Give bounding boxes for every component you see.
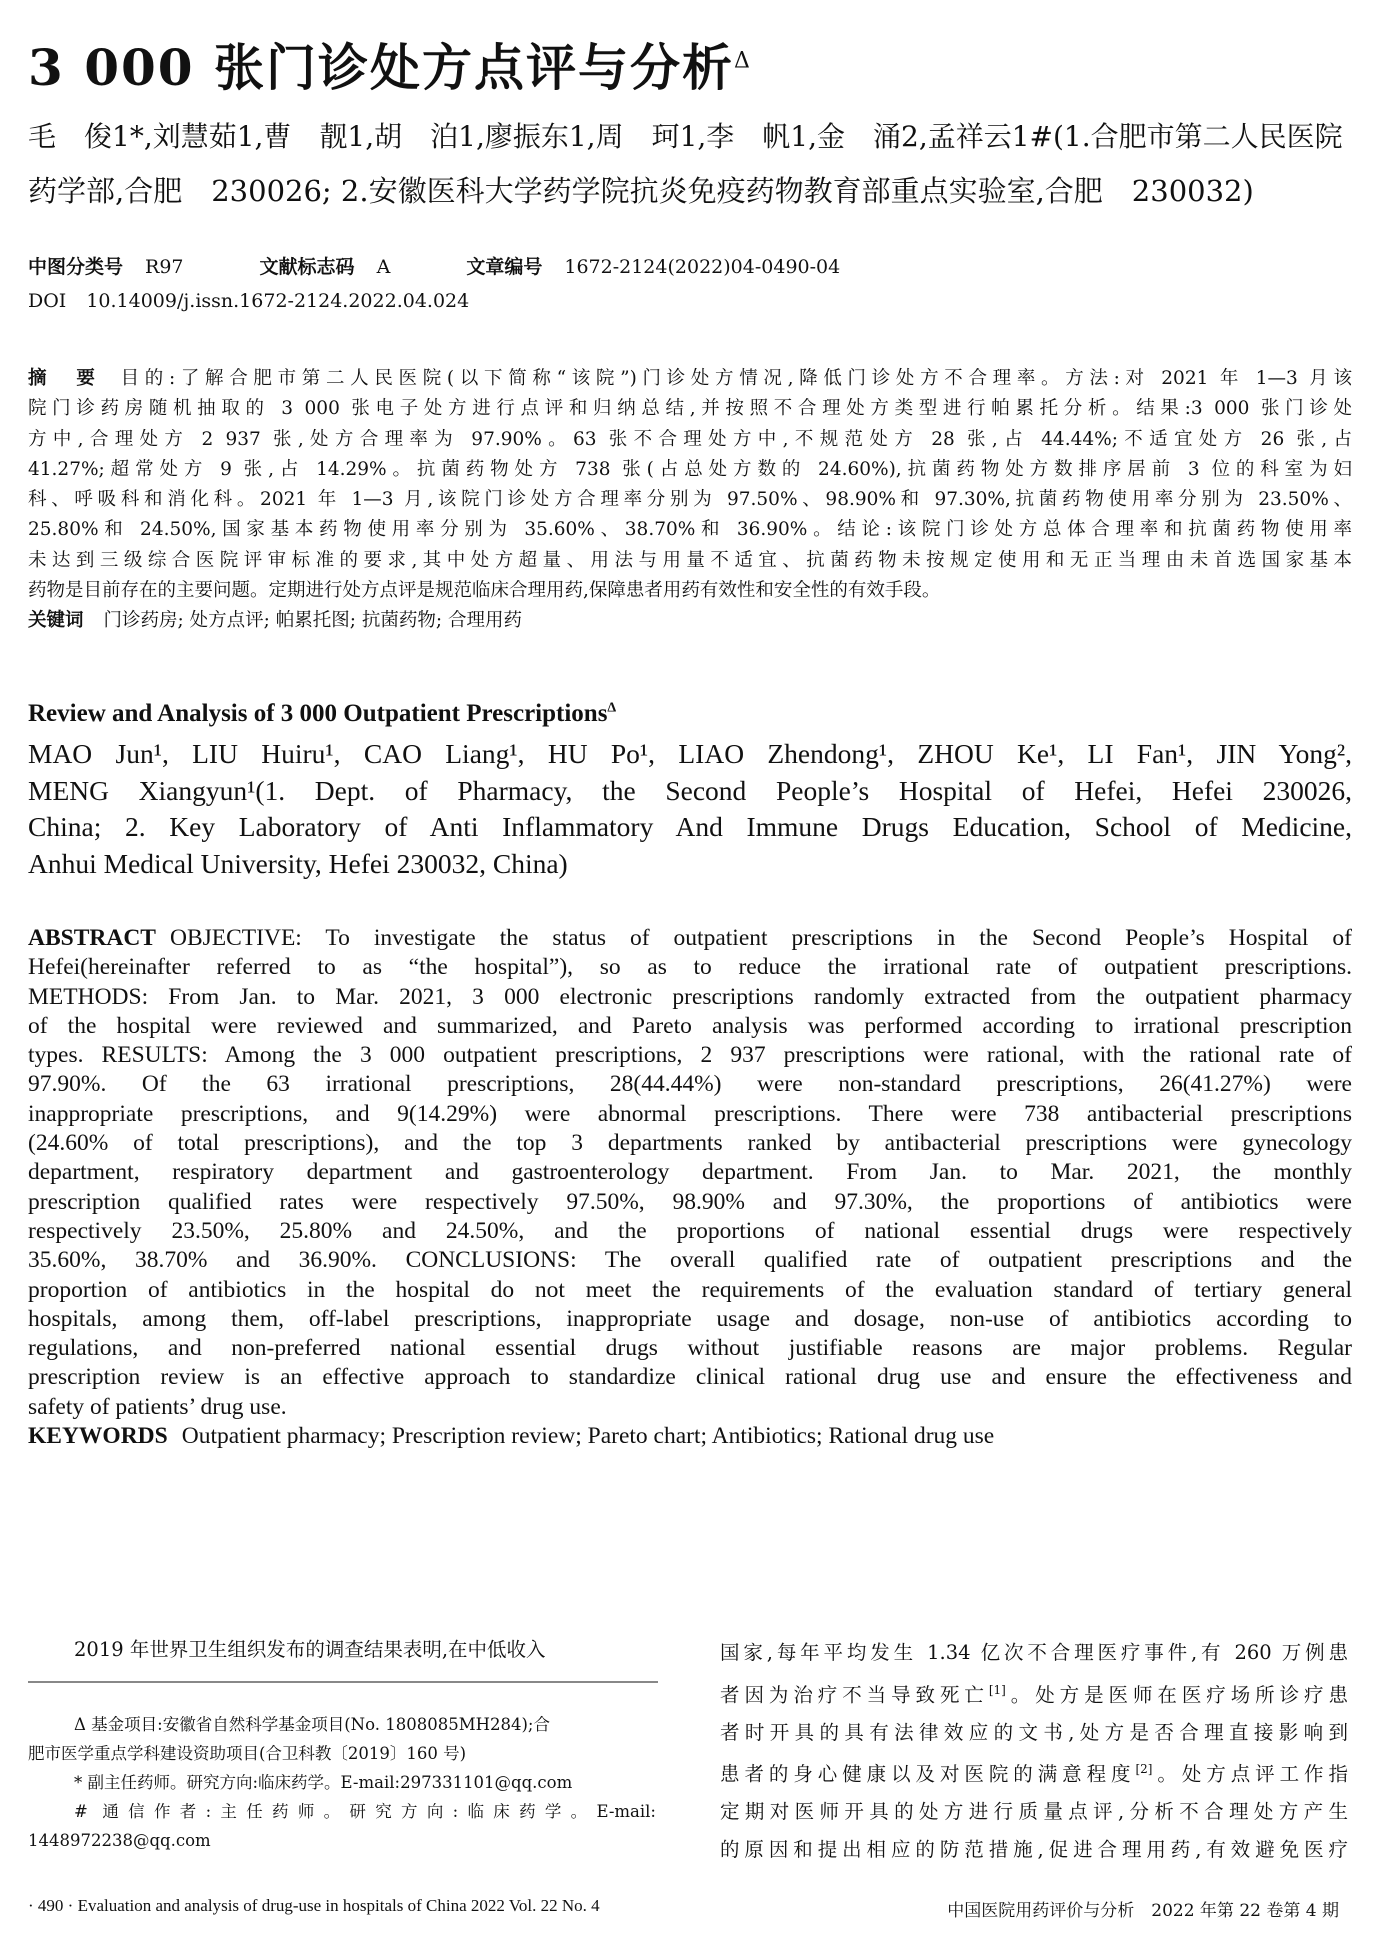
abstract-en-line: respectively 23.50%, 25.80% and 24.50%, and the proportions of national essential drugs were respectively (28, 1217, 1352, 1244)
abstract-cn-line: 未达到三级综合医院评审标准的要求,其中处方超量、用法与用量不适宜、抗菌药物未按规定使用和无正当理由未首选国家基本 (28, 549, 1352, 571)
footnote-fund-cont: 肥市医学重点学科建设资助项目(合卫科教〔2019〕160 号) (28, 1744, 467, 1763)
body-text: 。处方点评工作指 (1152, 1762, 1348, 1786)
abstract-en-label: ABSTRACT (28, 925, 156, 951)
article-no-label: 文章编号 (466, 256, 543, 278)
article-no-value: 1672-2124(2022)04-0490-04 (564, 256, 841, 278)
authors-cn-line: 药学部,合肥 230026; 2.安徽医科大学药学院抗炎免疫药物教育部重点实验室,合肥 230032) (28, 174, 1254, 208)
keywords-en (28, 1422, 1352, 1451)
abstract-en-line: department, respiratory department and gastroenterology department. From Jan. to Mar. 2021, the monthly (28, 1159, 1352, 1186)
footnote-corresponding: # 通信作者:主任药师。研究方向:临床药学。E-mail: (74, 1802, 656, 1821)
keywords-en-text: Outpatient pharmacy; Prescription review; Pareto chart; Antibiotics; Rational drug use (181, 1423, 995, 1450)
abstract-cn-line (28, 364, 1352, 394)
abstract-cn-line: 41.27%;超常处方 9 张,占 14.29%。抗菌药物处方 738 张(占总处方数的 24.60%),抗菌药物处方数排序居前 3 位的科室为妇 (28, 458, 1352, 480)
fund-mark-en: Δ (607, 700, 617, 716)
body-text: 患者的身心健康以及对医院的满意程度 (720, 1762, 1136, 1786)
abstract-en (28, 924, 1352, 1451)
classification-meta (28, 252, 840, 279)
authors-cn (28, 110, 1358, 218)
doi (28, 290, 469, 312)
doi-label: DOI (28, 290, 67, 312)
abstract-en-text: OBJECTIVE: To investigate the status of outpatient prescriptions in the Second People’s Hospital of (169, 925, 1352, 951)
abstract-en-line: prescription qualified rates were respectively 97.50%, 98.90% and 97.30%, the proportions of antibiotics were (28, 1188, 1352, 1215)
body-line: 者时开具的具有法律效应的文书,处方是否合理直接影响到 (720, 1720, 1348, 1744)
footnote-divider (28, 1681, 658, 1683)
footnote-first-author: * 副主任药师。研究方向:临床药学。E-mail:297331101@qq.com (74, 1773, 573, 1792)
keywords-cn-label: 关键词 (28, 610, 84, 632)
abstract-en-line: safety of patients’ drug use. (28, 1393, 287, 1420)
abstract-cn (28, 364, 1352, 637)
authors-en-line: China; 2. Key Laboratory of Anti Inflammatory And Immune Drugs Education, School of Medicine, (28, 811, 1352, 842)
clc-value: R97 (145, 256, 184, 278)
doi-value[interactable]: 10.14009/j.issn.1672-2124.2022.04.024 (86, 290, 470, 312)
authors-cn-line: 毛 俊1*,刘慧茹1,曹 靓1,胡 泊1,廖振东1,周 珂1,李 帆1,金 涌2,孟祥云1#(1.合肥市第二人民医院 (28, 120, 1343, 153)
abstract-en-line: regulations, and non-preferred national essential drugs without justifiable reasons are major problems. Regular (28, 1335, 1352, 1362)
title-text: 3 000 张门诊处方点评与分析 (28, 38, 734, 97)
authors-en-line: Anhui Medical University, Hefei 230032, China) (28, 847, 568, 879)
keywords-cn-text: 门诊药房; 处方点评; 帕累托图; 抗菌药物; 合理用药 (103, 610, 522, 632)
body-paragraph: 2019 年世界卫生组织发布的调查结果表明,在中低收入 (74, 1638, 546, 1661)
citation-2[interactable]: [2] (1135, 1762, 1153, 1776)
footnotes (28, 1710, 656, 1855)
abstract-en-line (28, 924, 1352, 953)
body-line (720, 1751, 1348, 1793)
abstract-en-line: of the hospital were reviewed and summarized, and Pareto analysis was performed according to irrational prescription (28, 1012, 1352, 1039)
doc-code-label: 文献标志码 (259, 256, 355, 278)
abstract-cn-text: 目的:了解合肥市第二人民医院(以下简称“该院”)门诊处方情况,降低门诊处方不合理率。方法:对 2021 年 1—3 月该 (120, 368, 1352, 389)
citation-1[interactable]: [1] (988, 1682, 1006, 1697)
abstract-en-line: 97.90%. Of the 63 irrational prescriptions, 28(44.44%) were non-standard prescriptions, 26(41.27%) were (28, 1071, 1352, 1098)
body-line (720, 1672, 1348, 1714)
footnote-fund: Δ 基金项目:安徽省自然科学基金项目(No. 1808085MH284);合 (74, 1715, 550, 1734)
article-title-en (28, 700, 616, 728)
clc-label: 中图分类号 (28, 256, 124, 278)
keywords-cn (28, 606, 1352, 636)
body-text: 。处方是医师在医疗场所诊疗患 (1005, 1683, 1348, 1706)
body-text: 者因为治疗不当导致死亡 (720, 1683, 989, 1706)
page-footer-left: · 490 · Evaluation and analysis of drug-use in hospitals of China 2022 Vol. 22 No. 4 (28, 1896, 600, 1915)
page-footer-right: 中国医院用药评价与分析 2022 年第 22 卷第 4 期 (947, 1901, 1339, 1921)
abstract-cn-line: 药物是目前存在的主要问题。定期进行处方点评是规范临床合理用药,保障患者用药有效性和安全性的有效手段。 (28, 580, 941, 602)
abstract-en-line: prescription review is an effective approach to standardize clinical rational drug use and ensure the effectiveness and (28, 1364, 1352, 1391)
doc-code-value: A (376, 256, 391, 278)
abstract-cn-line: 院门诊药房随机抽取的 3 000 张电子处方进行点评和归纳总结,并按照不合理处方类型进行帕累托分析。结果:3 000 张门诊处 (28, 398, 1352, 420)
authors-en-line: MAO Jun¹, LIU Huiru¹, CAO Liang¹, HU Po¹, LIAO Zhendong¹, ZHOU Ke¹, LI Fan¹, JIN Yong², (28, 738, 1352, 769)
abstract-en-line: proportion of antibiotics in the hospital do not meet the requirements of the evaluation standard of tertiary general (28, 1276, 1352, 1303)
body-left-column (28, 1634, 656, 1662)
authors-en (28, 736, 1352, 882)
body-right-column (720, 1634, 1348, 1868)
abstract-en-line: inappropriate prescriptions, and 9(14.29%) were abnormal prescriptions. There were 738 antibacterial prescriptions (28, 1100, 1352, 1127)
body-line: 的原因和提出相应的防范措施,促进合理用药,有效避免医疗 (720, 1837, 1348, 1861)
keywords-en-label: KEYWORDS (28, 1423, 168, 1450)
abstract-en-line: types. RESULTS: Among the 3 000 outpatient prescriptions, 2 937 prescriptions were rational, with the rational rate of (28, 1042, 1352, 1069)
abstract-en-line: (24.60% of total prescriptions), and the top 3 departments ranked by antibacterial prescriptions were gynecology (28, 1130, 1352, 1157)
abstract-cn-line: 方中,合理处方 2 937 张,处方合理率为 97.90%。63 张不合理处方中,不规范处方 28 张,占 44.44%;不适宜处方 26 张,占 (28, 428, 1352, 450)
abstract-cn-line: 科、呼吸科和消化科。2021 年 1—3 月,该院门诊处方合理率分别为 97.50%、98.90%和 97.30%,抗菌药物使用率分别为 23.50%、 (28, 489, 1352, 511)
body-line: 定期对医师开具的处方进行质量点评,分析不合理处方产生 (720, 1800, 1348, 1823)
article-title-cn (28, 28, 752, 100)
fund-mark: Δ (733, 48, 752, 74)
abstract-en-line: 35.60%, 38.70% and 36.90%. CONCLUSIONS: The overall qualified rate of outpatient prescriptions and the (28, 1247, 1352, 1274)
title-en-text: Review and Analysis of 3 000 Outpatient Prescriptions (28, 700, 608, 727)
body-line: 国家,每年平均发生 1.34 亿次不合理医疗事件,有 260 万例患 (720, 1641, 1348, 1664)
abstract-cn-label: 摘 要 (28, 368, 101, 389)
abstract-en-line: Hefei(hereinafter referred to as “the hospital”), so as to reduce the irrational rate of outpatient prescriptions. (28, 954, 1352, 981)
abstract-en-line: METHODS: From Jan. to Mar. 2021, 3 000 electronic prescriptions randomly extracted from the outpatient pharmacy (28, 983, 1352, 1010)
authors-en-line: MENG Xiangyun¹(1. Dept. of Pharmacy, the Second People’s Hospital of Hefei, Hefei 230026, (28, 774, 1352, 806)
footnote-corresponding-email[interactable]: 1448972238@qq.com (28, 1831, 211, 1850)
abstract-cn-line: 25.80%和 24.50%,国家基本药物使用率分别为 35.60%、38.70%和 36.90%。结论:该院门诊处方总体合理率和抗菌药物使用率 (28, 519, 1352, 541)
abstract-en-line: hospitals, among them, off-label prescriptions, inappropriate usage and dosage, non-use of antibiotics according to (28, 1305, 1352, 1332)
